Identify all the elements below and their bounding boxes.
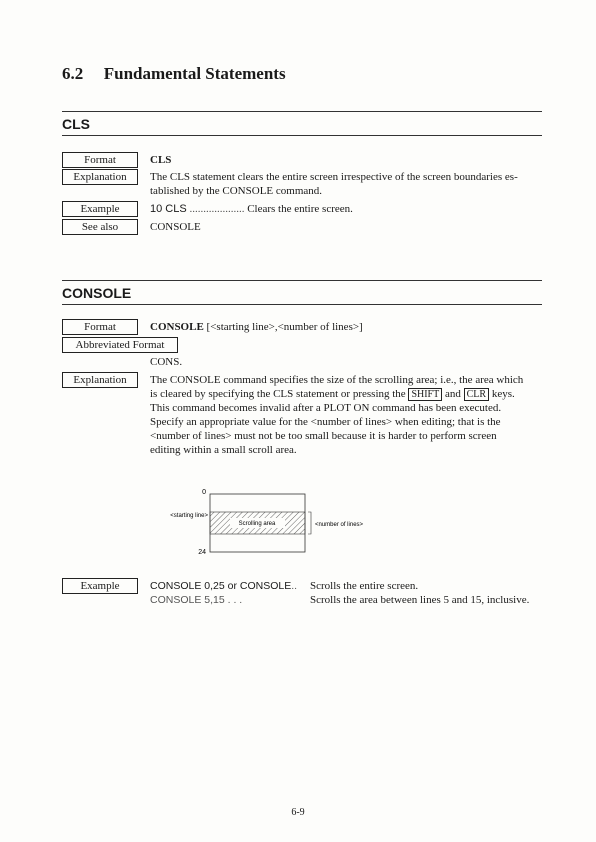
number-of-lines-bracket <box>308 512 311 534</box>
console-ex2-code-text: CONSOLE 5,15 <box>150 594 225 606</box>
section-number: 6.2 <box>62 64 84 83</box>
cls-example-code: 10 CLS <box>150 203 187 215</box>
diagram-top-value: 0 <box>202 489 206 496</box>
diagram-scrolling-area: Scrolling area <box>238 521 276 527</box>
cls-example-dots: .................... <box>189 203 245 215</box>
console-exp-and: and <box>444 388 461 400</box>
console-top-rule <box>62 280 542 281</box>
page-number: 6-9 <box>291 807 305 818</box>
console-ex1-desc: Scrolls the entire screen. <box>310 580 419 592</box>
diagram-starting-line: <starting line> <box>170 513 208 519</box>
console-format <box>150 320 363 334</box>
section-title <box>62 64 286 84</box>
console-format-label: Format <box>62 319 138 335</box>
cls-seealso-value: CONSOLE <box>150 221 201 233</box>
console-exp-line5: <number of lines> must not be too small because it is harder to perform screen <box>150 430 497 442</box>
console-heading: CONSOLE <box>62 285 132 301</box>
diagram-number-of-lines: <number of lines> <box>315 522 364 528</box>
cls-format-label: Format <box>62 152 138 168</box>
console-exp-line1: The CONSOLE command specifies the size of the scrolling area; i.e., the area which <box>150 374 524 386</box>
console-exp-line2 <box>150 387 515 402</box>
console-ex2-desc: Scrolls the area between lines 5 and 15, inclusive. <box>310 594 530 606</box>
console-exp-line3: This command becomes invalid after a PLOT ON command has been executed. <box>150 402 502 414</box>
console-exp-line4: Specify an appropriate value for the <number of lines> when editing; that is the <box>150 416 501 428</box>
diagram-bottom-value: 24 <box>198 549 206 556</box>
cls-example-label: Example <box>62 201 138 217</box>
shift-key: SHIFT <box>408 388 442 401</box>
cls-explanation-line2: tablished by the CONSOLE command. <box>150 185 323 197</box>
console-ex2-dots: . . . <box>227 594 243 606</box>
console-exp-line6: editing within a small scroll area. <box>150 444 297 456</box>
cls-bottom-rule <box>62 135 542 136</box>
console-exp-keys: keys. <box>491 388 515 400</box>
cls-format-value: CLS <box>150 154 172 166</box>
cls-seealso-label: See also <box>62 219 138 235</box>
section-name: Fundamental Statements <box>103 64 286 83</box>
console-ex1-code <box>150 579 297 593</box>
console-abbrev-value: CONS. <box>150 356 183 368</box>
cls-example <box>150 202 353 216</box>
console-format-keyword: CONSOLE <box>150 321 204 333</box>
cls-explanation-label: Explanation <box>62 169 138 185</box>
console-ex1-code-text: CONSOLE 0,25 or CONSOLE <box>150 580 292 592</box>
console-format-args: [<starting line>,<number of lines>] <box>206 321 363 333</box>
console-bottom-rule <box>62 304 542 305</box>
console-exp-line2-text: is cleared by specifying the CLS statement or pressing the <box>150 388 406 400</box>
scroll-area-diagram <box>140 484 380 564</box>
clr-key: CLR <box>464 388 489 401</box>
console-abbrev-label: Abbreviated Format <box>62 337 178 353</box>
cls-example-desc: Clears the entire screen. <box>247 203 353 215</box>
console-example-label: Example <box>62 578 138 594</box>
cls-explanation-line1: The CLS statement clears the entire screen irrespective of the screen boundaries es- <box>150 171 518 183</box>
console-ex2-code <box>150 593 242 607</box>
cls-heading: CLS <box>62 116 90 132</box>
console-explanation-label: Explanation <box>62 372 138 388</box>
cls-top-rule <box>62 111 542 112</box>
console-ex1-dots: .. <box>291 580 298 592</box>
